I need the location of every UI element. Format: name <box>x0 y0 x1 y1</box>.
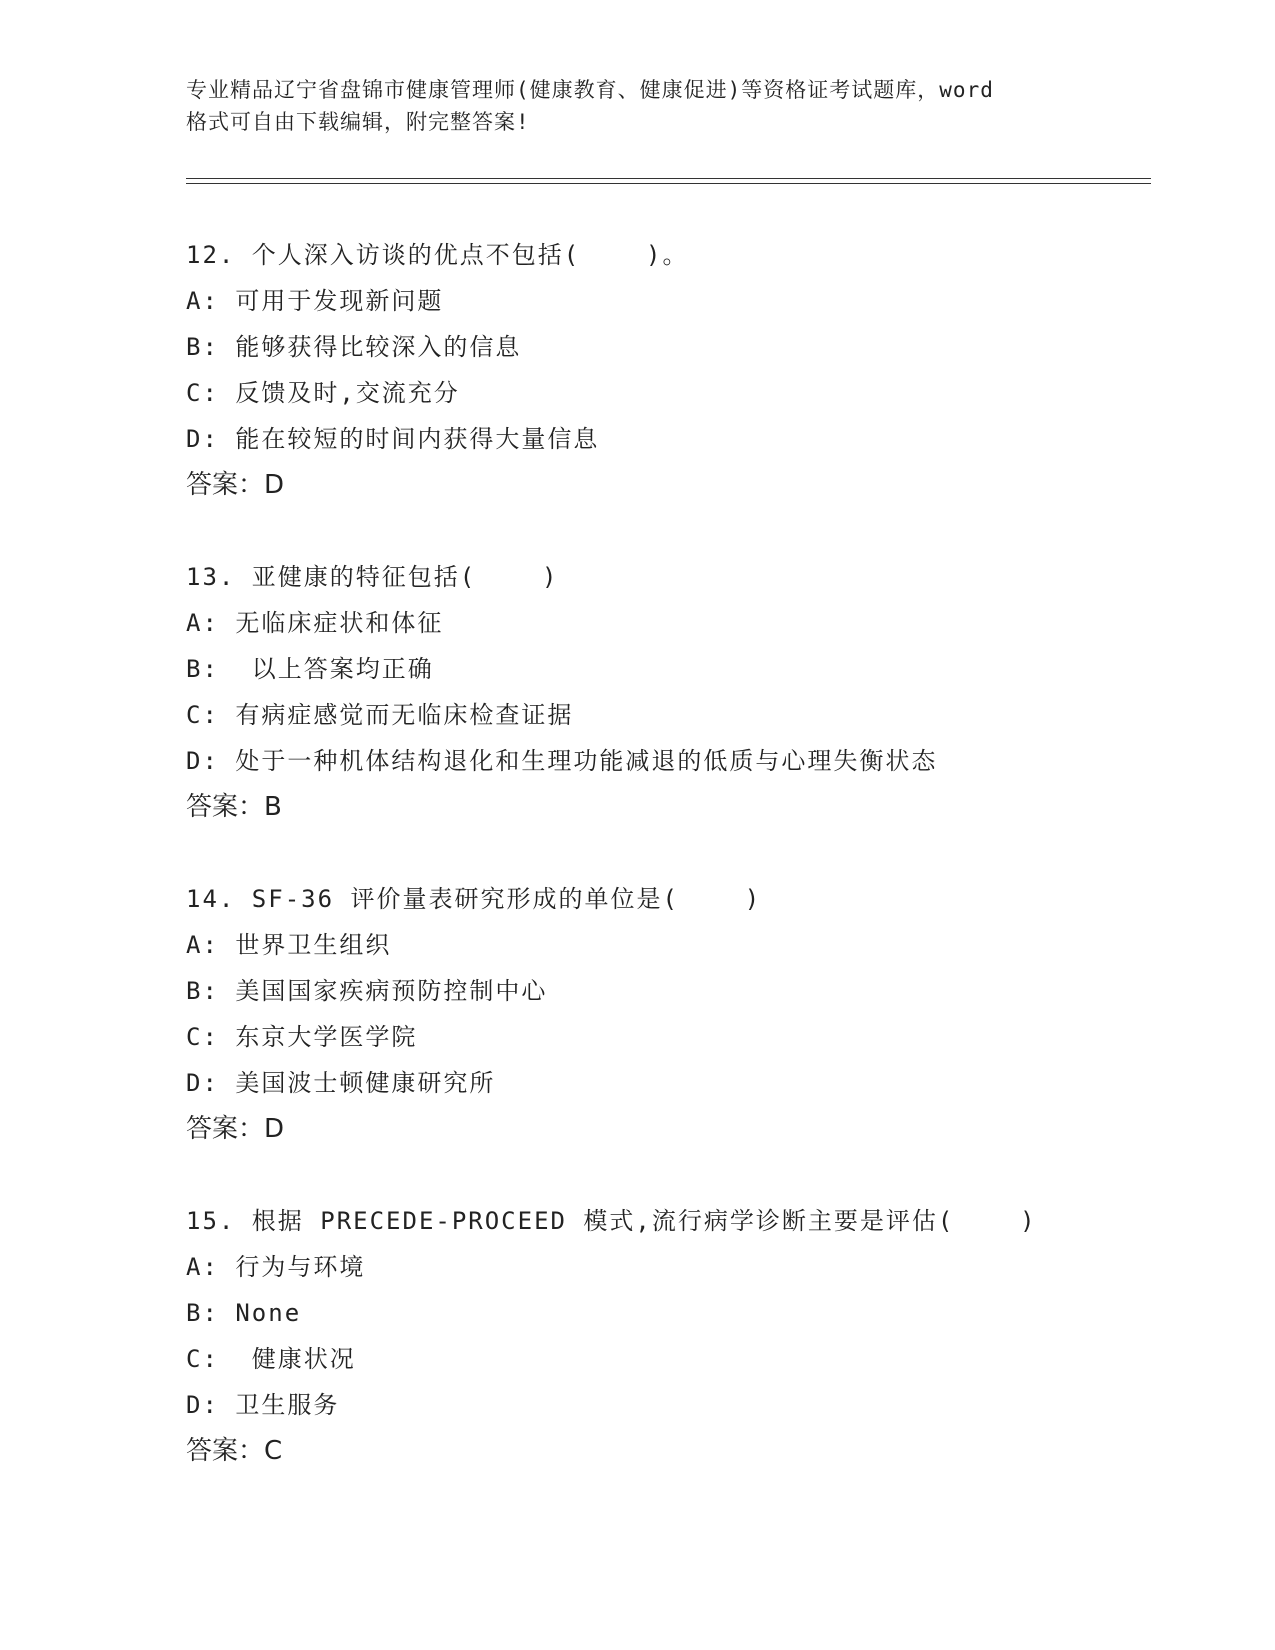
option-b: B: 以上答案均正确 <box>186 655 434 683</box>
header-divider-bottom <box>186 183 1151 184</box>
question-14 <box>186 876 1186 1152</box>
answer-label: 答案：D <box>186 1114 285 1144</box>
option-b: B: 美国国家疾病预防控制中心 <box>186 977 548 1005</box>
question-stem: 13. 亚健康的特征包括( ) <box>186 563 559 591</box>
option-a: A: 行为与环境 <box>186 1253 366 1281</box>
question-stem: 12. 个人深入访谈的优点不包括( )。 <box>186 241 689 269</box>
option-b: B: None <box>186 1299 302 1327</box>
option-a: A: 世界卫生组织 <box>186 931 392 959</box>
option-c: C: 东京大学医学院 <box>186 1023 418 1051</box>
option-d: D: 卫生服务 <box>186 1391 340 1419</box>
option-d: D: 美国波士顿健康研究所 <box>186 1069 496 1097</box>
header-divider-top <box>186 178 1151 179</box>
header-line-2: 格式可自由下载编辑，附完整答案! <box>186 110 530 134</box>
answer-label: 答案：D <box>186 470 285 500</box>
header-line-1: 专业精品辽宁省盘锦市健康管理师(健康教育、健康促进)等资格证考试题库，word <box>186 78 994 102</box>
question-stem: 14. SF-36 评价量表研究形成的单位是( ) <box>186 885 762 913</box>
question-13 <box>186 554 1186 830</box>
option-a: A: 可用于发现新问题 <box>186 287 444 315</box>
option-c: C: 健康状况 <box>186 1345 356 1373</box>
option-c: C: 反馈及时,交流充分 <box>186 379 460 407</box>
document-header <box>186 74 1086 138</box>
question-list <box>186 232 1186 1520</box>
option-a: A: 无临床症状和体征 <box>186 609 444 637</box>
option-d: D: 处于一种机体结构退化和生理功能减退的低质与心理失衡状态 <box>186 747 938 775</box>
question-12 <box>186 232 1186 508</box>
option-b: B: 能够获得比较深入的信息 <box>186 333 522 361</box>
answer-label: 答案：C <box>186 1436 283 1466</box>
option-d: D: 能在较短的时间内获得大量信息 <box>186 425 600 453</box>
question-15 <box>186 1198 1186 1474</box>
question-stem: 15. 根据 PRECEDE-PROCEED 模式,流行病学诊断主要是评估( ) <box>186 1207 1037 1235</box>
option-c: C: 有病症感觉而无临床检查证据 <box>186 701 574 729</box>
answer-label: 答案：B <box>186 792 282 822</box>
